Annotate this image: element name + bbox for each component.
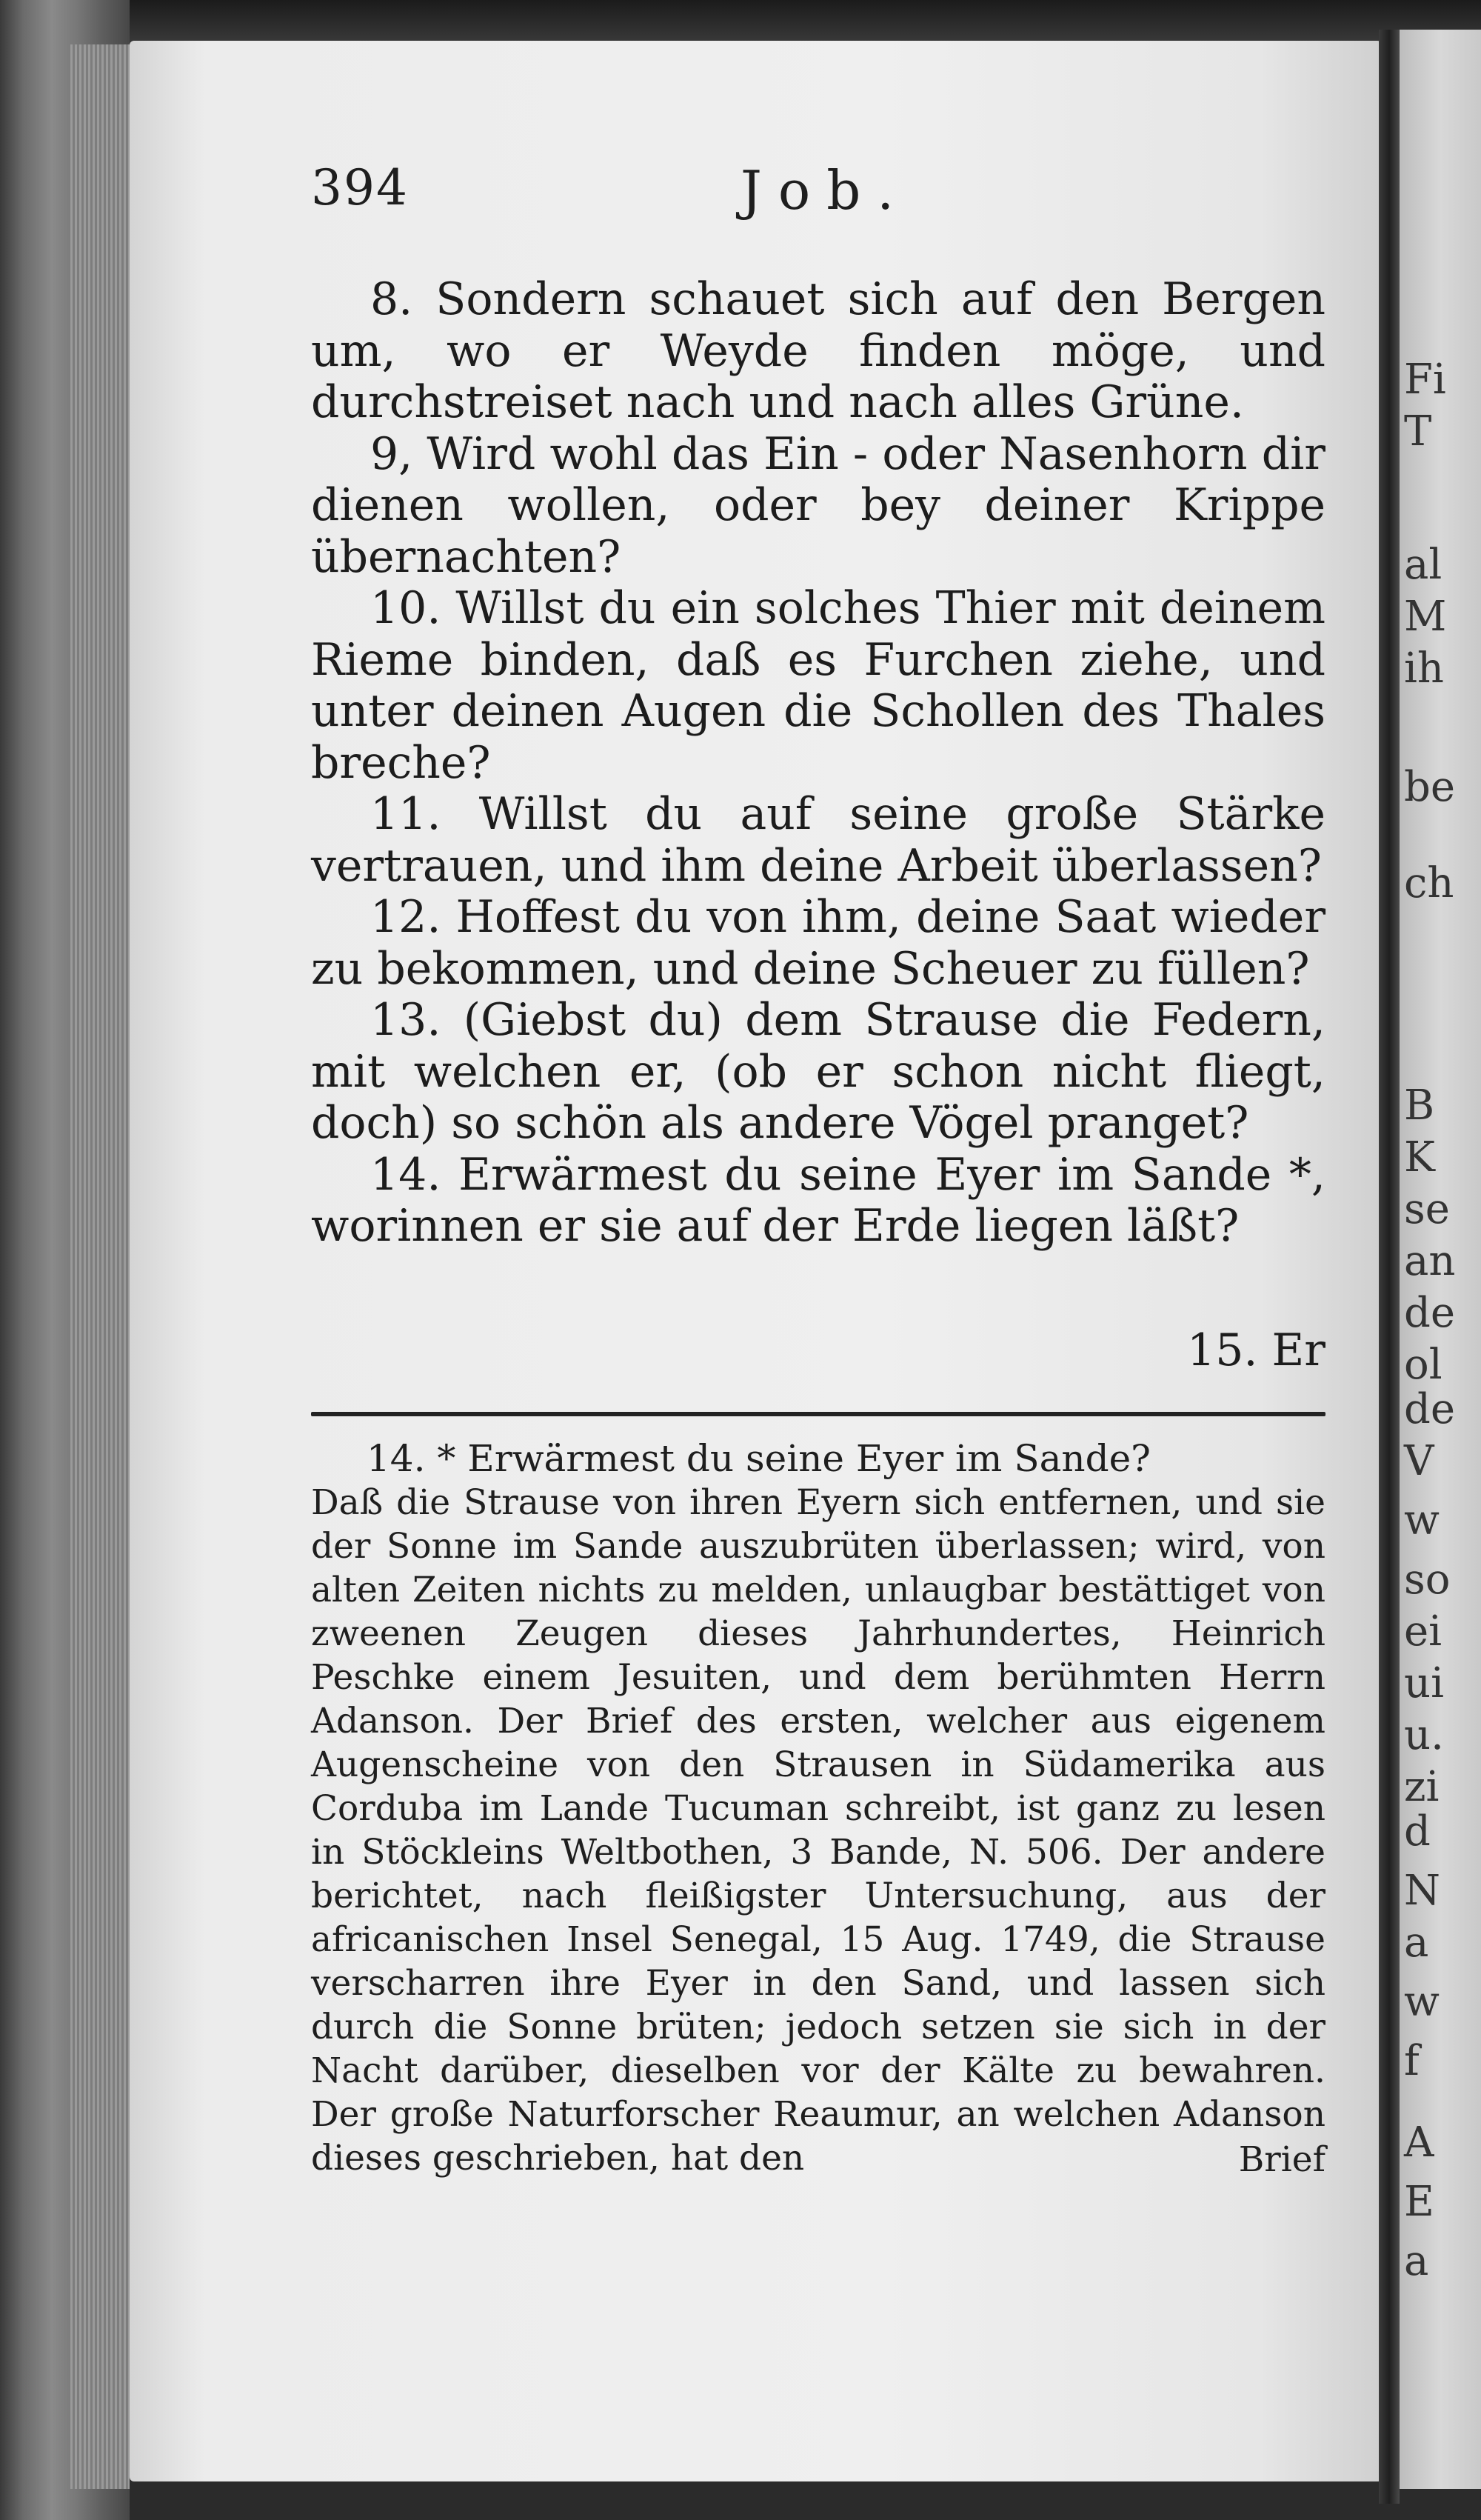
- facing-page-fragment-18: ui: [1404, 1659, 1444, 1707]
- catchword-line: [311, 1324, 1325, 1384]
- verse-14: 14. Erwärmest du seine Eyer im Sande *, worinnen er sie auf der Erde liegen läßt?: [311, 1148, 1325, 1252]
- book-gutter: [1379, 30, 1400, 2504]
- facing-page-fragment-28: a: [1404, 2237, 1429, 2285]
- main-text: [311, 274, 1325, 1253]
- facing-page-fragment-8: K: [1404, 1133, 1435, 1181]
- facing-page-fragment-7: B: [1404, 1081, 1435, 1130]
- facing-page-fragment-16: so: [1404, 1556, 1451, 1604]
- verse-9: 9, Wird wohl das Ein - oder Nasenhorn dir dienen wollen, oder bey deiner Krippe übernachten?: [311, 427, 1325, 583]
- facing-page-fragment-24: w: [1404, 1978, 1440, 2026]
- facing-page-fragment-9: se: [1404, 1185, 1450, 1233]
- facing-page-fragment-2: al: [1404, 541, 1442, 589]
- facing-page-fragment-11: de: [1404, 1289, 1455, 1337]
- facing-page-fragment-21: d: [1404, 1807, 1431, 1856]
- footnote-divider: [311, 1412, 1325, 1416]
- page-stack-edge: [70, 44, 130, 2489]
- facing-page-fragment-10: an: [1404, 1237, 1456, 1285]
- verse-8: 8. Sondern schauet sich auf den Bergen um, wo er Weyde finden möge, und durchstreiset nach und nach alles Grüne.: [311, 273, 1325, 428]
- facing-page-fragment-15: w: [1404, 1496, 1440, 1544]
- facing-page-fragment-13: de: [1404, 1385, 1455, 1433]
- facing-page-fragment-3: M: [1404, 593, 1447, 641]
- verse-13: 13. (Giebst du) dem Strause die Federn, mit welchen er, (ob er schon nicht fliegt, doch) so schön als andere Vögel pranget?: [311, 994, 1325, 1149]
- page-number: 394: [311, 159, 409, 216]
- facing-page-fragment-12: ol: [1404, 1341, 1442, 1389]
- facing-page-fragment-1: T: [1404, 407, 1432, 456]
- facing-page-fragment-19: u.: [1404, 1711, 1444, 1759]
- scan-top-edge: [0, 0, 1481, 44]
- facing-page-fragment-14: V: [1404, 1437, 1434, 1485]
- facing-page-fragment-4: ih: [1404, 644, 1444, 693]
- footnote-body: Daß die Strause von ihren Eyern sich entfernen, und sie der Sonne im Sande auszubrüten überlassen; wird, von alten Zeiten nichts zu melden, unlaugbar bestättiget von zweenen Zeugen dieses Jahrhundertes, Heinrich Peschke einem Jesuiten, und dem berühmten Herrn Adanson. Der Brief des ersten, welcher aus eigenem Augenscheine von den Strausen in Südamerika aus Corduba im Lande Tucuman schreibt, ist ganz zu lesen in Stöckleins Weltbothen, 3 Bande, N. 506. Der andere berichtet, nach fleißigster Untersuchung, aus der africanischen Insel Senegal, 15 Aug. 1749, die Strause verscharren ihre Eyer in den Sand, und lassen sich durch die Sonne brüten; jedoch setzen sie sich in der Nacht darüber, dieselben vor der Kälte zu bewahren. Der große Naturforscher Reaumur, an welchen Adanson dieses geschrieben, hat den: [311, 1482, 1325, 2179]
- facing-page-fragment-22: N: [1404, 1867, 1440, 1915]
- facing-page-fragment: [1400, 30, 1481, 2489]
- facing-page-fragment-20: zi: [1404, 1763, 1440, 1811]
- facing-page-fragment-25: f: [1404, 2037, 1420, 2085]
- page-header: [311, 159, 1325, 226]
- footnote-catchword: Brief: [1238, 2139, 1325, 2180]
- facing-page-fragment-23: a: [1404, 1919, 1429, 1967]
- running-title: Job.: [740, 159, 911, 221]
- footnote: [311, 1437, 1325, 2180]
- facing-page-fragment-27: E: [1404, 2178, 1434, 2226]
- verse-11: 11. Willst du auf seine große Stärke vertrauen, und ihm deine Arbeit überlassen?: [311, 788, 1325, 892]
- facing-page-fragment-0: Fi: [1404, 356, 1446, 404]
- verse-10: 10. Willst du ein solches Thier mit deinem Rieme binden, daß es Furchen ziehe, und unter deinen Augen die Schollen des Thales breche?: [311, 582, 1325, 789]
- facing-page-fragment-17: ei: [1404, 1607, 1442, 1656]
- facing-page-fragment-26: A: [1404, 2119, 1434, 2167]
- footnote-title: 14. * Erwärmest du seine Eyer im Sande?: [367, 1437, 1151, 1480]
- facing-page-fragment-5: be: [1404, 763, 1455, 811]
- facing-page-fragment-6: ch: [1404, 859, 1454, 907]
- verse-12: 12. Hoffest du von ihm, deine Saat wieder zu bekommen, und deine Scheuer zu füllen?: [311, 891, 1325, 995]
- catchword: 15. Er: [1187, 1324, 1325, 1376]
